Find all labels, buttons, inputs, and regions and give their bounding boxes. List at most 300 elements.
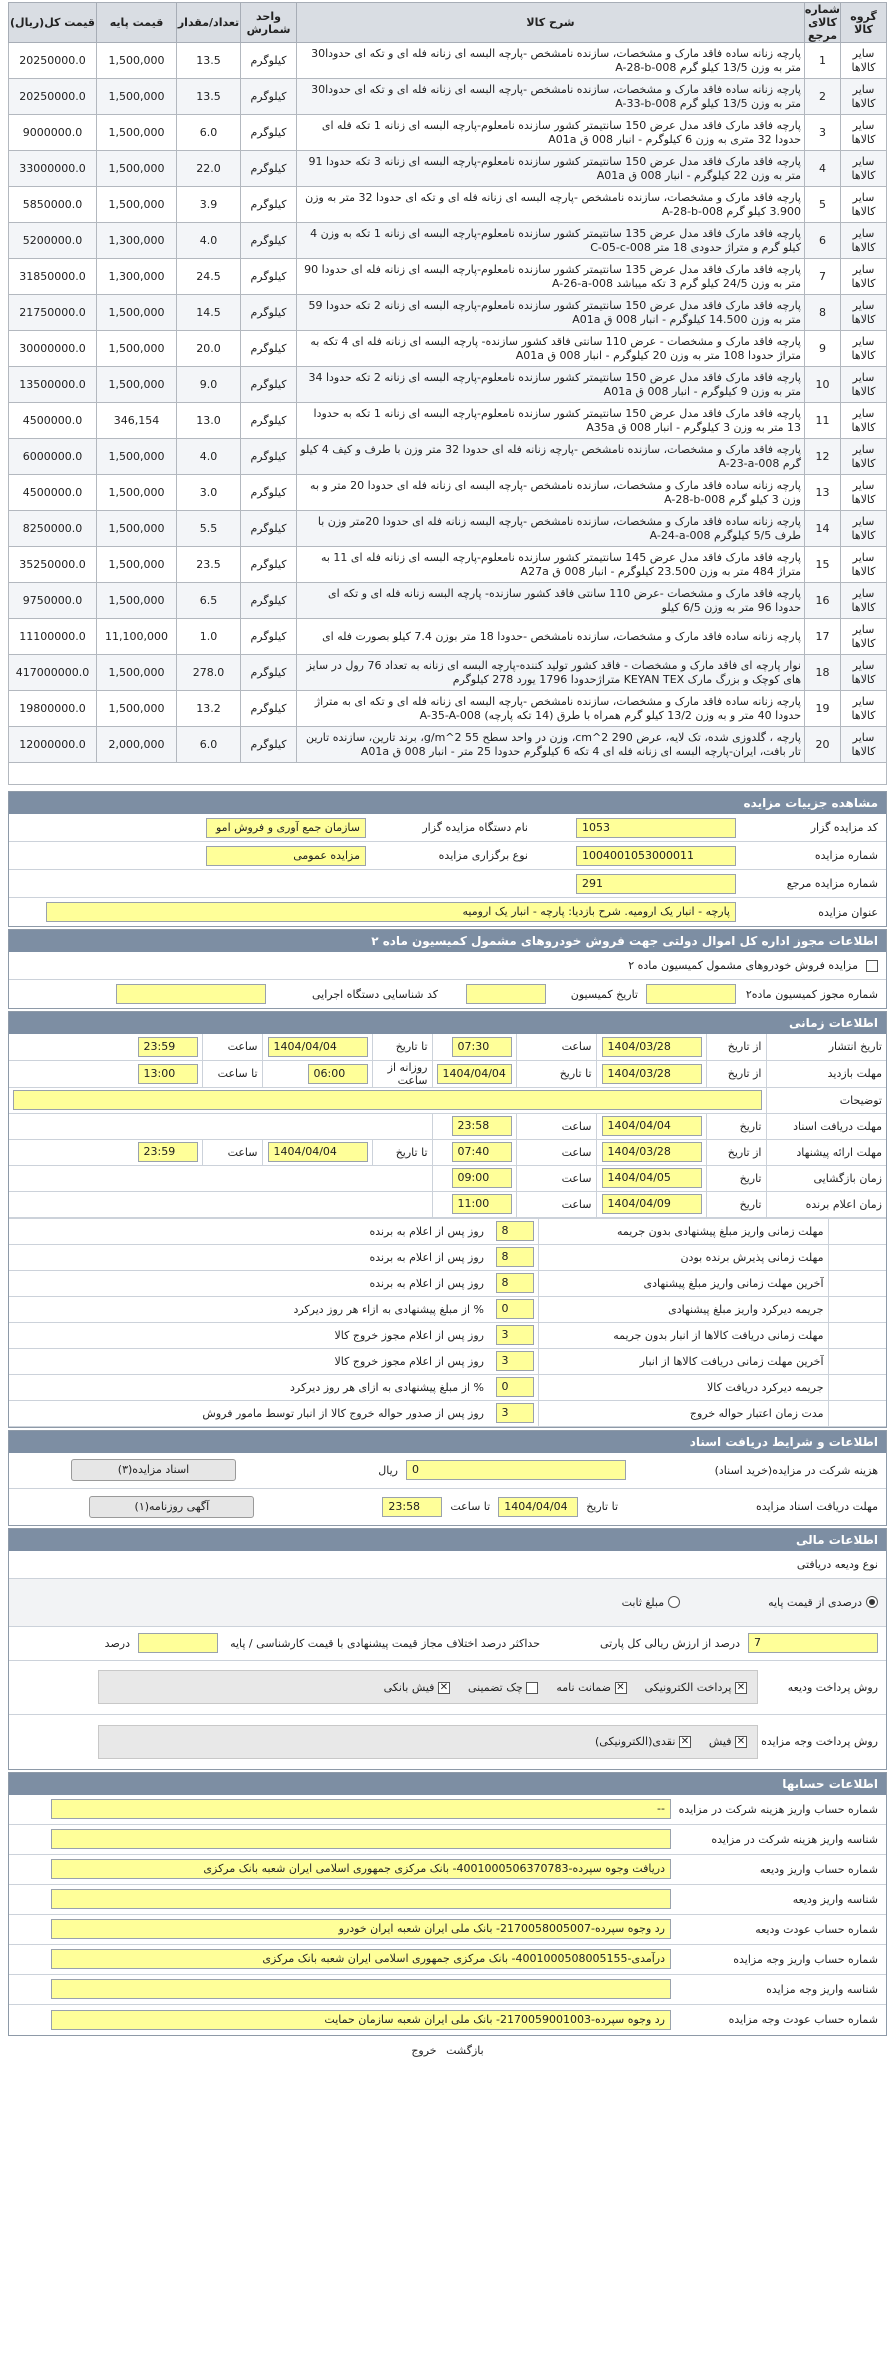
percent-radio[interactable] <box>866 1596 878 1608</box>
col-unit: واحد شمارش <box>241 3 297 43</box>
commission-check-label: مزایده فروش خودروهای مشمول کمیسیون ماده ۲ <box>628 959 858 972</box>
cell-unit: کیلوگرم <box>241 43 297 79</box>
row-code <box>9 814 886 842</box>
deadline-spacer <box>828 1296 886 1322</box>
visit-to-label: تا تاریخ <box>516 1060 596 1087</box>
cell-number: 14 <box>805 511 841 547</box>
cell-group: سایر کالاها <box>841 511 887 547</box>
percent-label: درصد از ارزش ریالی کل پارتی <box>599 1636 740 1650</box>
cheque-checkbox[interactable] <box>526 1682 538 1694</box>
visit-daily-label: روزانه از ساعت <box>372 1060 432 1087</box>
deadline-label: مدت زمان اعتبار حواله خروج <box>538 1400 828 1426</box>
cell-description: پارچه فاقد مارک و مشخصات، سازنده نامشخص -پارچه زنانه فله ای حدودا 32 متر وزن با طرف و کیف 4 کیلو گرم A-23-a-008 <box>297 439 805 475</box>
cell-base-price: 1,500,000 <box>97 655 177 691</box>
table-row <box>9 691 887 727</box>
auctioneer-code-label: کد مزایده گزار <box>810 821 878 834</box>
cell-unit: کیلوگرم <box>241 187 297 223</box>
cell-quantity: 278.0 <box>177 655 241 691</box>
table-row <box>9 583 887 619</box>
m1-group <box>645 1681 748 1694</box>
cell-unit: کیلوگرم <box>241 439 297 475</box>
fixed-radio[interactable] <box>668 1596 680 1608</box>
deadline-spacer <box>828 1400 886 1426</box>
cell-base-price: 1,500,000 <box>97 43 177 79</box>
account-row <box>9 1945 886 1975</box>
row-winner <box>9 1191 886 1217</box>
visit-label: مهلت بازدید <box>766 1060 886 1087</box>
cell-base-price: 1,300,000 <box>97 223 177 259</box>
docs-time-field: 23:58 <box>382 1497 442 1517</box>
row-deposit-type <box>9 1551 886 1579</box>
electronic-payment-label: پرداخت الکترونیکی <box>644 1680 732 1694</box>
deadline-spacer <box>828 1244 886 1270</box>
col-base: قیمت پایه <box>97 3 177 43</box>
footer <box>8 2036 887 2063</box>
cell-base-price: 1,500,000 <box>97 511 177 547</box>
winner-date-word: تاریخ <box>706 1191 766 1217</box>
open-label: زمان بازگشایی <box>766 1165 886 1191</box>
cell-total-price: 5200000.0 <box>9 223 97 259</box>
visit-to-time-label: تا ساعت <box>202 1060 262 1087</box>
cell-group: سایر کالاها <box>841 655 887 691</box>
section-time-title: اطلاعات زمانی <box>9 1012 886 1034</box>
deadline-row <box>9 1296 886 1322</box>
deadline-spacer <box>828 1270 886 1296</box>
table-row <box>9 619 887 655</box>
doc-time-field: 23:58 <box>452 1116 512 1136</box>
section-docs <box>8 1430 887 1526</box>
cell-quantity: 22.0 <box>177 151 241 187</box>
docs-deadline-label: مهلت دریافت اسناد مزایده <box>755 1500 878 1513</box>
deadline-value-cell <box>488 1348 538 1374</box>
account-row <box>9 2005 886 2035</box>
publish-to-label: تا تاریخ <box>372 1034 432 1060</box>
row-docs-deadline <box>9 1489 886 1525</box>
cell-quantity: 3.9 <box>177 187 241 223</box>
cell-group: سایر کالاها <box>841 583 887 619</box>
row-number <box>9 842 886 870</box>
fee-unit: ریال <box>378 1463 398 1477</box>
cell-total-price: 417000000.0 <box>9 655 97 691</box>
cell-base-price: 1,500,000 <box>97 691 177 727</box>
org-field: سازمان جمع آوری و فروش امو <box>206 818 366 838</box>
cell-total-price: 33000000.0 <box>9 151 97 187</box>
col-total: قیمت کل(ریال) <box>9 3 97 43</box>
cell-quantity: 13.0 <box>177 403 241 439</box>
account-field: رد وجوه سپرده-2170059001003- بانک ملی ایران شعبه سازمان حمایت <box>51 2010 671 2030</box>
cell-quantity: 6.5 <box>177 583 241 619</box>
deadline-label: جریمه دیرکرد واریز مبلغ پیشنهادی <box>538 1296 828 1322</box>
cell-total-price: 20250000.0 <box>9 79 97 115</box>
deadline-spacer <box>828 1218 886 1244</box>
cell-group: سایر کالاها <box>841 727 887 763</box>
cell-quantity: 4.0 <box>177 223 241 259</box>
table-row <box>9 259 887 295</box>
permit-number-field[interactable] <box>646 984 736 1004</box>
cell-number: 15 <box>805 547 841 583</box>
back-link[interactable]: بازگشت <box>446 2043 484 2057</box>
deposit-method-label: روش پرداخت ودیعه <box>787 1680 878 1694</box>
deadline-value-cell <box>488 1322 538 1348</box>
row-visit <box>9 1060 886 1087</box>
offer-deadline-label: مهلت ارائه پیشنهاد <box>766 1139 886 1165</box>
open-date-field: 1404/04/05 <box>602 1168 702 1188</box>
cell-total-price: 4500000.0 <box>9 403 97 439</box>
deadline-unit: % از مبلغ پیشنهادی به ازای هر روز دیرکرد <box>9 1374 488 1400</box>
max-diff-field <box>138 1633 218 1653</box>
items-table <box>8 2 887 763</box>
col-desc: شرح کالا <box>297 3 805 43</box>
cell-description: پارچه فاقد مارک فاقد مدل عرض 150 سانتیمتر کشور سازنده نامعلوم-پارچه البسه ای زنانه 3 تکه حدودا 91 متر به وزن 22 کیلوگرم - انبار 008 ق A01a <box>297 151 805 187</box>
cell-number: 13 <box>805 475 841 511</box>
account-row <box>9 1825 886 1855</box>
deposit-type-label: نوع ودیعه دریافتی <box>796 1557 878 1571</box>
row-open <box>9 1165 886 1191</box>
cell-quantity: 5.5 <box>177 511 241 547</box>
auctioneer-code-field: 1053 <box>576 818 736 838</box>
publish-from-time-field: 07:30 <box>452 1037 512 1057</box>
cell-unit: کیلوگرم <box>241 619 297 655</box>
section-time <box>8 1011 887 1428</box>
visit-to-time-field: 13:00 <box>138 1064 198 1084</box>
percent-field: 7 <box>748 1633 878 1653</box>
cell-unit: کیلوگرم <box>241 691 297 727</box>
bank-receipt-label: فیش بانکی <box>383 1680 435 1694</box>
cell-base-price: 1,300,000 <box>97 259 177 295</box>
deadline-spacer <box>828 1374 886 1400</box>
cell-number: 11 <box>805 403 841 439</box>
row-fee <box>9 1453 886 1489</box>
notes-label: توضیحات <box>766 1087 886 1113</box>
publish-from-time-label: ساعت <box>516 1034 596 1060</box>
deadline-value-cell <box>488 1244 538 1270</box>
cell-group: سایر کالاها <box>841 475 887 511</box>
cell-quantity: 13.2 <box>177 691 241 727</box>
m2-group <box>556 1681 626 1694</box>
permit-date-field[interactable] <box>466 984 546 1004</box>
deadline-spacer <box>828 1322 886 1348</box>
account-field: -- <box>51 1799 671 1819</box>
cell-total-price: 9750000.0 <box>9 583 97 619</box>
cell-total-price: 31850000.0 <box>9 259 97 295</box>
deadline-value-cell <box>488 1270 538 1296</box>
table-row <box>9 547 887 583</box>
deadline-unit: روز پس از اعلام به برنده <box>9 1218 488 1244</box>
cheque-label: چک تضمینی <box>467 1680 523 1694</box>
deadline-row <box>9 1400 886 1426</box>
winner-time-field: 11:00 <box>452 1194 512 1214</box>
row-notes <box>9 1087 886 1113</box>
publish-from-field: 1404/03/28 <box>602 1037 702 1057</box>
cell-total-price: 35250000.0 <box>9 547 97 583</box>
offer-to-field: 1404/04/04 <box>268 1142 368 1162</box>
cell-quantity: 20.0 <box>177 331 241 367</box>
deadline-row <box>9 1322 886 1348</box>
cell-total-price: 21750000.0 <box>9 295 97 331</box>
row-publish <box>9 1034 886 1060</box>
cell-description: پارچه زنانه ساده فاقد مارک و مشخصات، سازنده نامشخص -پارچه البسه ای زنانه فله ای حدودا 20 متر و به وزن 3 کیلو گرم A-28-b-008 <box>297 475 805 511</box>
cell-base-price: 1,500,000 <box>97 331 177 367</box>
cell-base-price: 1,500,000 <box>97 367 177 403</box>
row-permit-fields <box>9 980 886 1008</box>
accounts-body <box>9 1795 886 2035</box>
visit-from-label: از تاریخ <box>706 1060 766 1087</box>
percent-radio-label: درصدی از قیمت پایه <box>768 1595 862 1609</box>
cell-number: 19 <box>805 691 841 727</box>
cell-number: 20 <box>805 727 841 763</box>
account-label: شماره حساب واریز ودیعه <box>759 1862 878 1876</box>
account-row <box>9 1915 886 1945</box>
offer-to-time-field: 23:59 <box>138 1142 198 1162</box>
cell-group: سایر کالاها <box>841 367 887 403</box>
fee-field: 0 <box>406 1460 626 1480</box>
section-finance <box>8 1528 887 1770</box>
account-field: رد وجوه سپرده-2170058005007- بانک ملی ایران شعبه ایران خودرو <box>51 1919 671 1939</box>
table-row <box>9 439 887 475</box>
doc-time-label: ساعت <box>516 1113 596 1139</box>
auction-number-label: شماره مزایده <box>814 849 878 862</box>
cell-number: 4 <box>805 151 841 187</box>
exec-code-field[interactable] <box>116 984 266 1004</box>
deadline-value-cell <box>488 1400 538 1426</box>
cell-base-price: 11,100,000 <box>97 619 177 655</box>
deadline-value: 0 <box>496 1377 534 1397</box>
cell-description: پارچه فاقد مارک فاقد مدل عرض 150 سانتیمتر کشور سازنده نامعلوم-پارچه البسه ای زنانه 2 تکه حدودا 34 متر به وزن 9 کیلوگرم - انبار 008 ق A01a <box>297 367 805 403</box>
cell-total-price: 5850000.0 <box>9 187 97 223</box>
row-deposit-options <box>9 1579 886 1627</box>
publish-to-time-field: 23:59 <box>138 1037 198 1057</box>
cell-quantity: 13.5 <box>177 43 241 79</box>
cell-base-price: 1,500,000 <box>97 187 177 223</box>
cell-number: 6 <box>805 223 841 259</box>
table-row <box>9 295 887 331</box>
cell-unit: کیلوگرم <box>241 403 297 439</box>
cell-group: سایر کالاها <box>841 295 887 331</box>
cell-quantity: 3.0 <box>177 475 241 511</box>
bank-receipt-checkbox[interactable]: ✕ <box>439 1681 449 1693</box>
cell-total-price: 13500000.0 <box>9 367 97 403</box>
cell-unit: کیلوگرم <box>241 151 297 187</box>
p2-group <box>595 1735 691 1748</box>
doc-deadline-label: مهلت دریافت اسناد <box>766 1113 886 1139</box>
cell-group: سایر کالاها <box>841 619 887 655</box>
cash-checkbox[interactable]: ✕ <box>680 1736 690 1747</box>
permit-date-label: تاریخ کمیسیون <box>570 987 638 1001</box>
cell-description: پارچه فاقد مارک فاقد مدل عرض 150 سانتیمتر کشور سازنده نامعلوم-پارچه البسه ای زنانه 2 تکه حدودا 59 متر به وزن 14.500 کیلوگرم - انبار 008 ق A01a <box>297 295 805 331</box>
cell-unit: کیلوگرم <box>241 475 297 511</box>
max-diff-label: حداکثر درصد اختلاف مجاز قیمت پیشنهادی با قیمت کارشناسی / پایه <box>230 1636 540 1650</box>
cell-group: سایر کالاها <box>841 151 887 187</box>
account-row <box>9 1795 886 1825</box>
receipt-label: فیش <box>708 1735 732 1748</box>
row-offer <box>9 1139 886 1165</box>
cell-total-price: 19800000.0 <box>9 691 97 727</box>
deadline-unit: روز پس از اعلام به برنده <box>9 1244 488 1270</box>
cell-unit: کیلوگرم <box>241 583 297 619</box>
offer-from-time-field: 07:40 <box>452 1142 512 1162</box>
cell-total-price: 4500000.0 <box>9 475 97 511</box>
open-time-field: 09:00 <box>452 1168 512 1188</box>
newspaper-ad-button[interactable]: آگهی روزنامه(۱) <box>89 1496 254 1518</box>
open-time-label: ساعت <box>516 1165 596 1191</box>
cell-description: پارچه فاقد مارک فاقد مدل عرض 150 سانتیمتر کشور سازنده نامعلوم-پارچه البسه ای زنانه 1 تکه به حدودا 13 متر به وزن 3 کیلوگرم - انبار 008 ق A35a <box>297 403 805 439</box>
row-doc <box>9 1113 886 1139</box>
time-grid <box>9 1034 886 1218</box>
row-deposit-method <box>9 1661 886 1715</box>
table-row <box>9 151 887 187</box>
cell-number: 8 <box>805 295 841 331</box>
row-permit-check <box>9 952 886 980</box>
items-footer-bar <box>8 763 887 785</box>
cell-number: 10 <box>805 367 841 403</box>
cell-number: 7 <box>805 259 841 295</box>
guarantee-checkbox[interactable]: ✕ <box>616 1681 625 1693</box>
section-docs-title: اطلاعات و شرایط دریافت اسناد <box>9 1431 886 1453</box>
row-title <box>9 898 886 926</box>
cell-group: سایر کالاها <box>841 259 887 295</box>
row-price-method <box>9 1715 886 1769</box>
deadline-label: جریمه دیرکرد دریافت کالا <box>538 1374 828 1400</box>
cell-base-price: 1,500,000 <box>97 547 177 583</box>
account-field <box>51 1979 671 1999</box>
account-label: شناسه واریز هزینه شرکت در مزایده <box>711 1832 878 1846</box>
table-row <box>9 223 887 259</box>
cell-group: سایر کالاها <box>841 439 887 475</box>
ref-number-label: شماره مزایده مرجع <box>786 877 878 890</box>
cell-description: پارچه فاقد مارک فاقد مدل عرض 145 سانتیمتر کشور سازنده نامعلوم-پارچه البسه ای زنانه فله ای 11 به متراژ 484 متر به وزن 23.500 کیلوگرم - انبار 008 ق A27a <box>297 547 805 583</box>
col-qty: تعداد/مقدار <box>177 3 241 43</box>
account-label: شناسه واریز وجه مزایده <box>766 1982 878 1996</box>
col-group: گروه کالا <box>841 3 887 43</box>
cell-quantity: 6.0 <box>177 115 241 151</box>
cell-group: سایر کالاها <box>841 79 887 115</box>
cell-total-price: 12000000.0 <box>9 727 97 763</box>
deadline-value: 3 <box>496 1403 534 1423</box>
fee-label: هزینه شرکت در مزایده(خرید اسناد) <box>714 1463 878 1477</box>
cell-description: پارچه زنانه ساده فاقد مارک و مشخصات، سازنده نامشخص -پارچه البسه ای زنانه فله ای و تکه ای حدودا30 متر به وزن 13/5 کیلو گرم A-33-b-008 <box>297 79 805 115</box>
commission-checkbox[interactable] <box>866 960 878 972</box>
offer-to-time-label: ساعت <box>202 1139 262 1165</box>
cell-quantity: 6.0 <box>177 727 241 763</box>
cell-description: پارچه ، گلدوزی شده، تک لایه، عرض 290 cm^2، وزن در واحد سطح 55 g/m^2، برند تارین، سازنده تارین تار بافت، ایران-پارچه البسه ای زنانه فله ای 4 تکه 6 کیلوگرم حدودا 25 متر - انبار 008 ق A01a <box>297 727 805 763</box>
cell-total-price: 9000000.0 <box>9 115 97 151</box>
cell-unit: کیلوگرم <box>241 115 297 151</box>
deadline-value: 0 <box>496 1299 534 1319</box>
row-percent <box>9 1627 886 1661</box>
fixed-radio-label: مبلغ ثابت <box>621 1595 665 1609</box>
deadline-label: مهلت زمانی دریافت کالاها از انبار بدون جریمه <box>538 1322 828 1348</box>
table-row <box>9 79 887 115</box>
table-row <box>9 367 887 403</box>
cell-description: پارچه فاقد مارک فاقد مدل عرض 135 سانتیمتر کشور سازنده نامعلوم-پارچه البسه ای زنانه 1 تکه به وزن 4 کیلو گرم و متراژ حدودی 18 متر C-05-c-008 <box>297 223 805 259</box>
account-field: دریافت وجوه سپرده-4001000506370783- بانک مرکزی جمهوری اسلامی ایران شعبه بانک مرکزی <box>51 1859 671 1879</box>
deadline-unit: روز پس از اعلام به برنده <box>9 1270 488 1296</box>
cell-number: 2 <box>805 79 841 115</box>
publish-label: تاریخ انتشار <box>766 1034 886 1060</box>
cell-base-price: 1,500,000 <box>97 295 177 331</box>
cell-number: 12 <box>805 439 841 475</box>
deadline-value: 8 <box>496 1273 534 1293</box>
cell-unit: کیلوگرم <box>241 223 297 259</box>
cell-quantity: 14.5 <box>177 295 241 331</box>
table-row <box>9 727 887 763</box>
deposit-methods <box>98 1670 758 1704</box>
section-finance-title: اطلاعات مالی <box>9 1529 886 1551</box>
section-accounts <box>8 1772 887 2036</box>
offer-from-label: از تاریخ <box>706 1139 766 1165</box>
deadline-value: 3 <box>496 1351 534 1371</box>
table-row <box>9 511 887 547</box>
deadline-unit: % از مبلغ پیشنهادی به ازاء هر روز دیرکرد <box>9 1296 488 1322</box>
section-permit <box>8 929 887 1009</box>
price-method-label: روش پرداخت وجه مزایده <box>761 1735 878 1748</box>
deadline-label: مهلت زمانی واریز مبلغ پیشنهادی بدون جریمه <box>538 1218 828 1244</box>
deadline-unit: روز پس از اعلام مجوز خروج کالا <box>9 1322 488 1348</box>
docs-to-time-label: تا ساعت <box>450 1500 491 1513</box>
visit-from-field: 1404/03/28 <box>602 1064 702 1084</box>
deadline-row <box>9 1270 886 1296</box>
winner-date-field: 1404/04/09 <box>602 1194 702 1214</box>
table-row <box>9 43 887 79</box>
cell-description: پارچه فاقد مارک و مشخصات - عرض 110 سانتی فاقد کشور سازنده- پارچه البسه ای زنانه فله ای 4 تکه به متراژ حدودا 108 متر به وزن 20 کیلوگرم - انبار 008 ق A01a <box>297 331 805 367</box>
deadline-row <box>9 1244 886 1270</box>
cell-group: سایر کالاها <box>841 187 887 223</box>
exit-link[interactable]: خروج <box>411 2043 437 2057</box>
cell-unit: کیلوگرم <box>241 655 297 691</box>
account-label: شماره حساب عودت ودیعه <box>755 1922 878 1936</box>
max-diff-unit: درصد <box>104 1636 130 1650</box>
cell-total-price: 8250000.0 <box>9 511 97 547</box>
exec-code-label: کد شناسایی دستگاه اجرایی <box>311 987 438 1001</box>
table-row <box>9 655 887 691</box>
docs-date-field: 1404/04/04 <box>498 1497 578 1517</box>
deadline-unit: روز پس از اعلام مجوز خروج کالا <box>9 1348 488 1374</box>
account-field: درآمدی-4001000508005155- بانک مرکزی جمهوری اسلامی ایران شعبه بانک مرکزی <box>51 1949 671 1969</box>
electronic-payment-checkbox[interactable]: ✕ <box>736 1681 746 1693</box>
cell-quantity: 24.5 <box>177 259 241 295</box>
p1-group <box>709 1735 747 1748</box>
publish-from-label: از تاریخ <box>706 1034 766 1060</box>
cell-description: پارچه زنانه ساده فاقد مارک و مشخصات، سازنده نامشخص -حدودا 18 متر بوزن 7.4 کیلو بصورت فله ای <box>297 619 805 655</box>
account-label: شماره حساب واریز هزینه شرکت در مزایده <box>678 1802 878 1816</box>
cell-number: 18 <box>805 655 841 691</box>
account-label: شناسه واریز ودیعه <box>792 1892 878 1906</box>
auction-title-label: عنوان مزایده <box>818 905 878 919</box>
cell-number: 17 <box>805 619 841 655</box>
cell-total-price: 6000000.0 <box>9 439 97 475</box>
auction-docs-button[interactable]: اسناد مزایده(۳) <box>71 1459 236 1481</box>
table-row <box>9 331 887 367</box>
cell-unit: کیلوگرم <box>241 79 297 115</box>
cell-description: نوار پارچه ای فاقد مارک و مشخصات - فاقد کشور تولید کننده-پارچه البسه ای زنانه به تعداد 76 رول در سایز های کوچک و بزرگ مارک KEYAN TEX متراژحدودا 1796 یورد 278 کیلوگرم <box>297 655 805 691</box>
cell-base-price: 1,500,000 <box>97 115 177 151</box>
table-row <box>9 475 887 511</box>
deadline-label: آخرین مهلت زمانی واریز مبلغ پیشنهادی <box>538 1270 828 1296</box>
cell-description: پارچه زنانه ساده فاقد مارک و مشخصات، سازنده نامشخص -پارچه البسه زنانه فله ای حدودا 20متر وزن با طرف 5/5 کیلوگرم A-24-a-008 <box>297 511 805 547</box>
receipt-checkbox[interactable]: ✕ <box>736 1736 746 1747</box>
cell-quantity: 13.5 <box>177 79 241 115</box>
cell-base-price: 2,000,000 <box>97 727 177 763</box>
cell-number: 1 <box>805 43 841 79</box>
auction-type-field: مزایده عمومی <box>206 846 366 866</box>
visit-daily-field: 06:00 <box>308 1064 368 1084</box>
cell-base-price: 1,500,000 <box>97 475 177 511</box>
winner-label: زمان اعلام برنده <box>766 1191 886 1217</box>
cell-base-price: 1,500,000 <box>97 583 177 619</box>
permit-number-label: شماره مجوز کمیسیون ماده۲ <box>745 987 878 1001</box>
account-field <box>51 1889 671 1909</box>
cell-quantity: 1.0 <box>177 619 241 655</box>
